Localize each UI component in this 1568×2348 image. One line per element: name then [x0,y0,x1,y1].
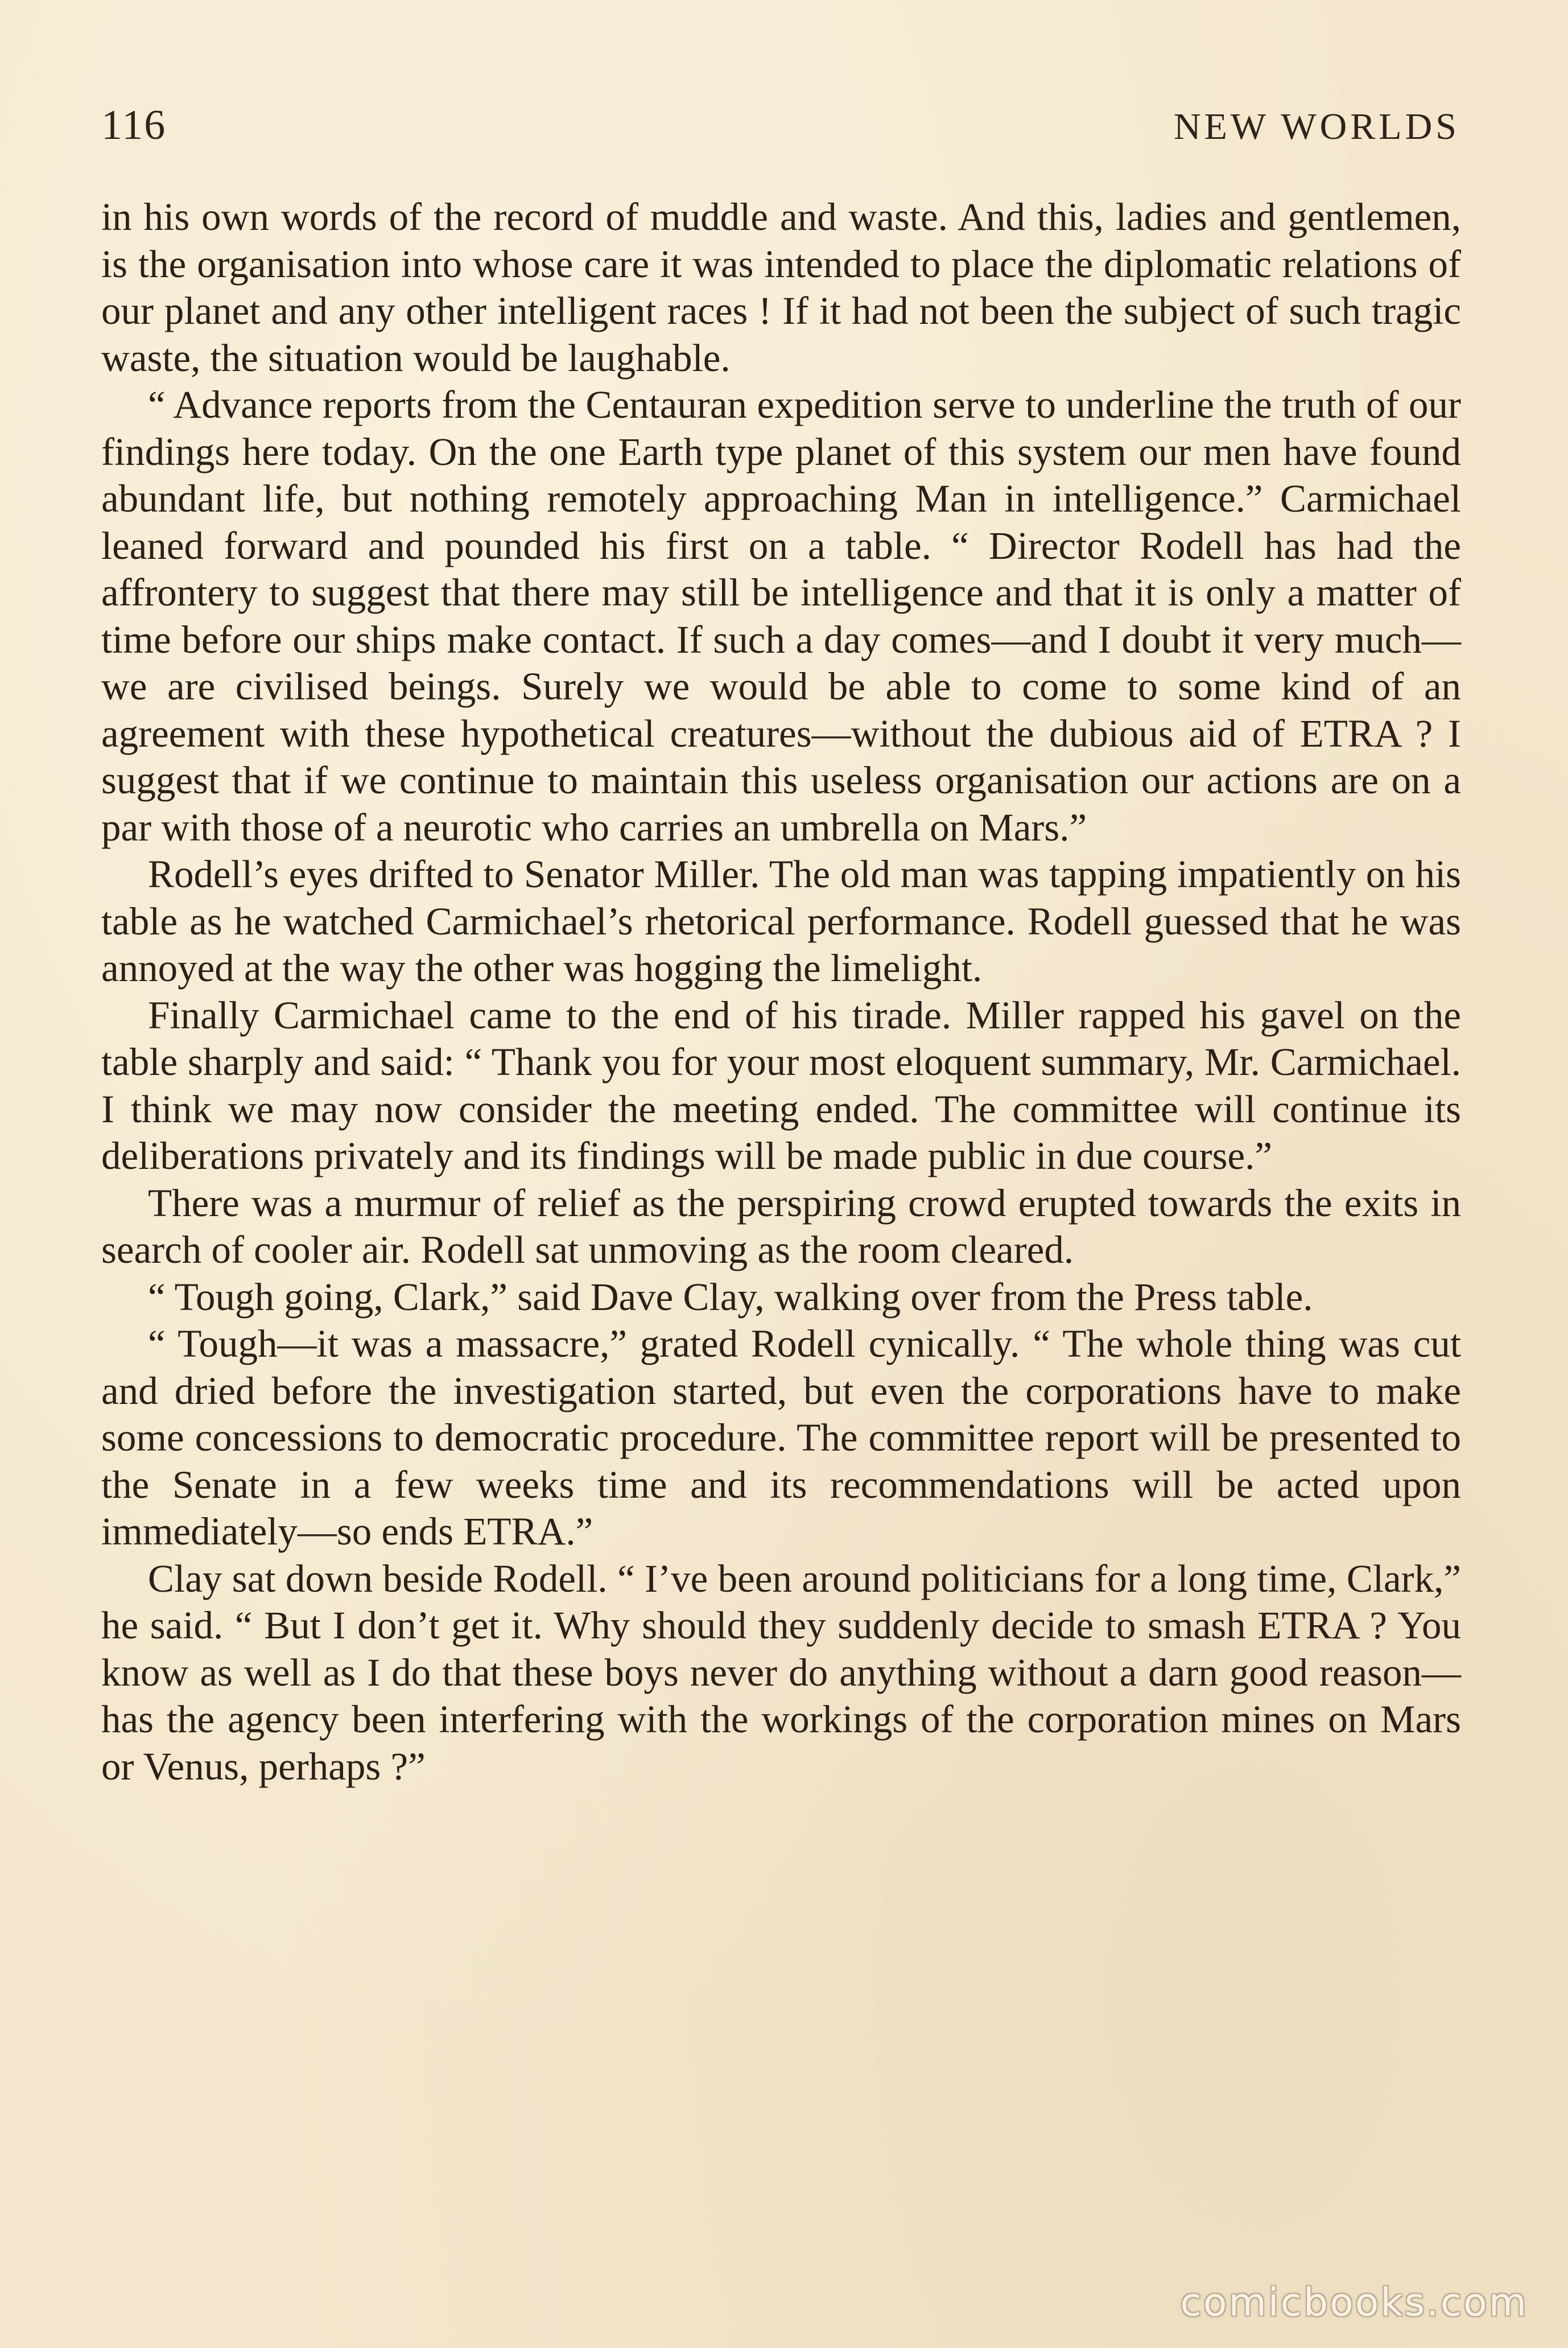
paragraph-2: “ Advance reports from the Centauran expedition serve to underline the truth of our findings here today. On the one Earth type planet of this system our men have found abundant life, but nothing remotely approaching Man in intelligence.” Carmichael leaned forward and pounded his first on a table. “ Director Rodell has had the affrontery to suggest that there may still be intelligence and that it is only a matter of time before our ships make contact. If such a day comes—and I doubt it very much—we are civilised beings. Surely we would be able to come to some kind of an agreement with these hypothetical creatures—without the dubious aid of ETRA ? I suggest that if we continue to maintain this useless organisation our actions are on a par with those of a neurotic who carries an umbrella on Mars.” [101,383,1461,849]
running-title: NEW WORLDS [1173,106,1460,147]
paragraph-8: Clay sat down beside Rodell. “ I’ve been around politicians for a long time, Clark,” he said. “ But I don’t get it. Why should they suddenly decide to smash ETRA ? You know as well as I do that these boys never do anything without a darn good reason—has the agency been interfering with the workings of the corporation mines on Mars or Venus, perhaps ?” [101,1556,1461,1788]
paragraph-6: “ Tough going, Clark,” said Dave Clay, walking over from the Press table. [148,1275,1313,1319]
site-watermark: comicbooks.com [1180,2280,1528,2325]
paragraph-4: Finally Carmichael came to the end of his tirade. Miller rapped his gavel on the table sharply and said: “ Thank you for your most eloquent summary, Mr. Carmichael. I think we may now consider the meeting ended. The committee will continue its deliberations privately and its findings will be made public in due course.” [101,993,1461,1177]
paragraph-3: Rodell’s eyes drifted to Senator Miller. The old man was tapping impatiently on his table as he watched Carmichael’s rhetorical performance. Rodell guessed that he was annoyed at the way the other was hogging the limelight. [101,852,1461,990]
body-text [101,193,1461,1790]
running-head [101,101,1460,153]
paragraph-5: There was a murmur of relief as the perspiring crowd erupted towards the exits in search of cooler air. Rodell sat unmoving as the room cleared. [101,1181,1461,1271]
paragraph-7: “ Tough—it was a massacre,” grated Rodell cynically. “ The whole thing was cut and dried before the investigation started, but even the corporations have to make some concessions to democratic procedure. The committee report will be presented to the Senate in a few weeks time and its recommendations will be acted upon immediately—so ends ETRA.” [101,1322,1461,1553]
page-number: 116 [101,102,167,149]
paragraph-1: in his own words of the record of muddle and waste. And this, ladies and gentlemen, is the organisation into whose care it was intended to place the diplomatic relations of our planet and any other intelligent races ! If it had not been the subject of such tragic waste, the situation would be laughable. [101,195,1461,380]
